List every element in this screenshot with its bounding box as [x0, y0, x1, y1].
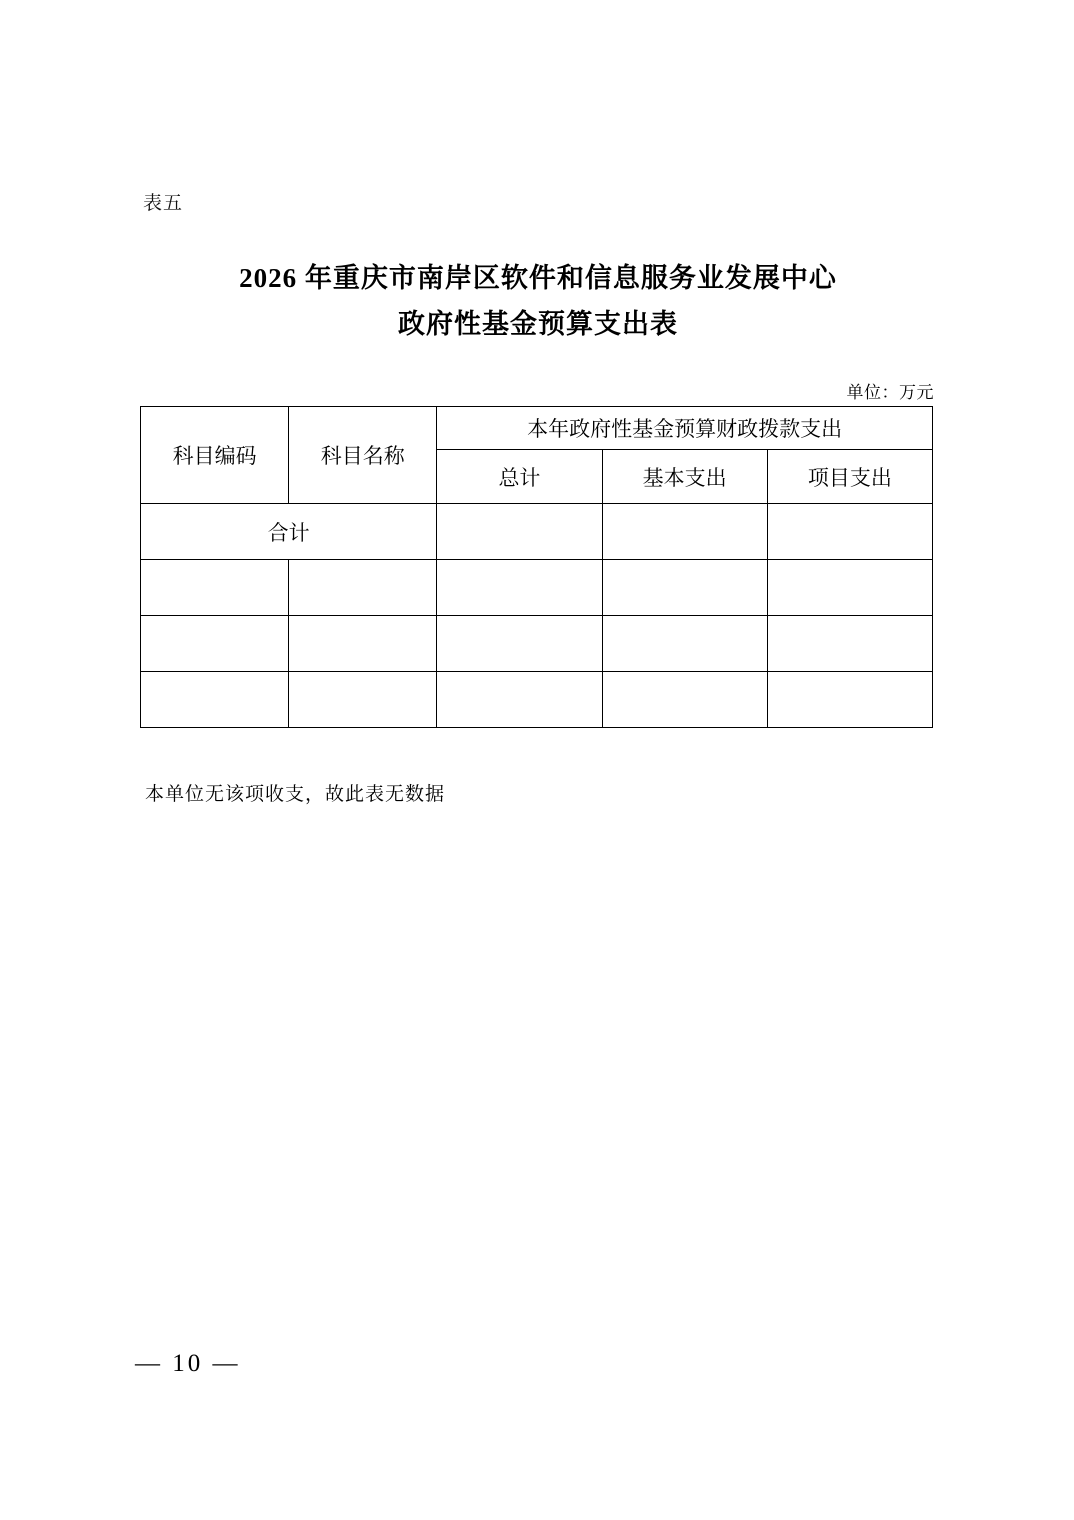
page-title	[143, 255, 933, 347]
table-header-row-1	[141, 407, 933, 450]
unit-note: 单位：万元	[846, 383, 934, 403]
table-label: 表五	[143, 192, 184, 214]
cell-project	[767, 504, 932, 560]
cell-total	[437, 504, 602, 560]
header-cell-name: 科目名称	[289, 407, 437, 504]
table-row	[141, 560, 933, 616]
budget-table	[140, 406, 933, 728]
header-cell-project: 项目支出	[767, 450, 932, 504]
cell-basic	[602, 672, 767, 728]
cell-code	[141, 616, 289, 672]
cell-name	[289, 672, 437, 728]
header-cell-total: 总计	[437, 450, 602, 504]
header-cell-code: 科目编码	[141, 407, 289, 504]
table-row	[141, 504, 933, 560]
table-row	[141, 616, 933, 672]
cell-code	[141, 560, 289, 616]
cell-name	[289, 616, 437, 672]
table-row	[141, 672, 933, 728]
cell-total	[437, 672, 602, 728]
cell-basic	[602, 616, 767, 672]
header-cell-group: 本年政府性基金预算财政拨款支出	[437, 407, 933, 450]
footnote: 本单位无该项收支，故此表无数据	[145, 783, 446, 805]
cell-project	[767, 672, 932, 728]
header-cell-basic: 基本支出	[602, 450, 767, 504]
cell-project	[767, 616, 932, 672]
page-title-line1: 2026 年重庆市南岸区软件和信息服务业发展中心	[239, 263, 837, 293]
cell-name	[289, 560, 437, 616]
cell-total	[437, 616, 602, 672]
page-title-line2: 政府性基金预算支出表	[398, 309, 678, 339]
row-label-total: 合计	[141, 504, 437, 560]
cell-basic	[602, 504, 767, 560]
cell-code	[141, 672, 289, 728]
cell-basic	[602, 560, 767, 616]
cell-project	[767, 560, 932, 616]
page-number: — 10 —	[135, 1350, 241, 1377]
cell-total	[437, 560, 602, 616]
